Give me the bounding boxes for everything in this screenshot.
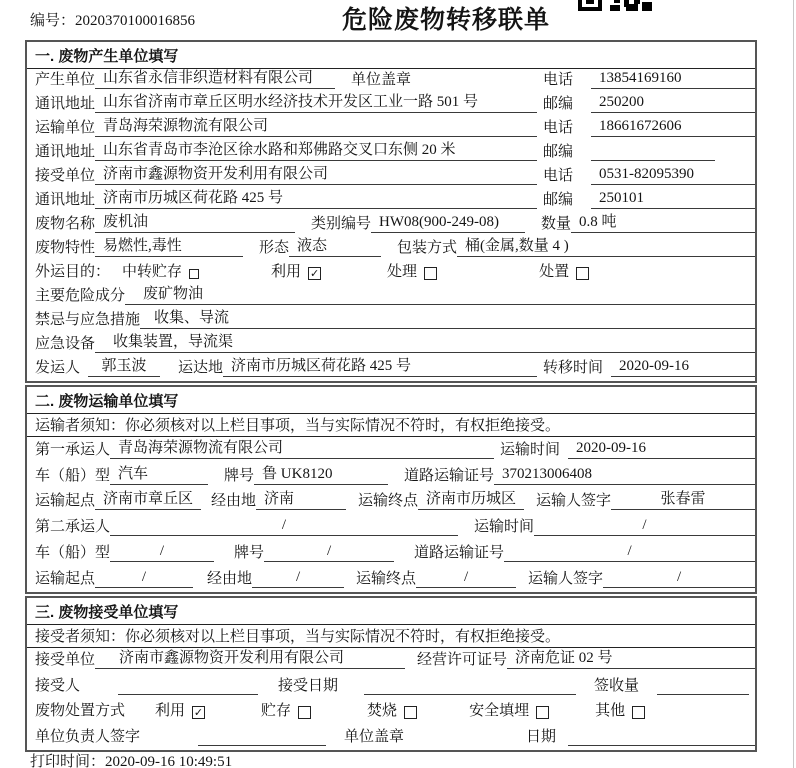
permit2-value: / <box>504 543 755 562</box>
route2-end-value: / <box>416 569 516 588</box>
route1-start-label: 运输起点 <box>35 493 96 510</box>
route1-row <box>27 489 755 515</box>
waste-traits-value: 易燃性,毒性 <box>95 234 243 257</box>
waste-traits-row <box>27 237 755 261</box>
carrier1-time-label: 运输时间 <box>500 441 561 458</box>
carrier2-time-value: / <box>534 517 755 536</box>
transporter-phone-value: 18661672606 <box>591 118 755 137</box>
carrier2-value: / <box>110 517 458 536</box>
disposal-row <box>27 699 755 725</box>
producer-phone-value: 13854169160 <box>591 70 755 89</box>
waste-name-value: 废机油 <box>95 210 295 233</box>
disposal-other-checkbox <box>632 706 645 719</box>
qr-code-fragment <box>578 0 652 11</box>
received-qty-value <box>657 681 749 695</box>
plate1-label: 牌号 <box>224 467 255 484</box>
transporter-label: 运输单位 <box>35 120 96 136</box>
dispatcher-label: 发运人 <box>35 360 81 376</box>
carrier2-row <box>27 514 755 540</box>
manifest-form <box>25 40 757 754</box>
page-edge-line <box>793 0 794 768</box>
receiver-address-label: 通讯地址 <box>35 192 96 208</box>
carrier1-label: 第一承运人 <box>35 441 111 458</box>
section-transporter <box>25 385 757 594</box>
producer-value: 山东省永信非织造材料有限公司 <box>95 66 335 89</box>
print-time-value: 2020-09-16 10:49:51 <box>105 754 233 768</box>
transporter-phone-label: 电话 <box>543 120 574 136</box>
accept-unit-label: 接受单位 <box>35 652 96 669</box>
purpose-storage-label: 中转贮存 <box>122 264 183 280</box>
license-value: 济南危证 02 号 <box>507 646 755 669</box>
transporter-zip-label: 邮编 <box>543 144 574 160</box>
precaution-label: 禁忌与应急措施 <box>35 312 141 328</box>
route2-start-value: / <box>95 569 193 588</box>
vehicle1-row <box>27 463 755 489</box>
receiver-zip-label: 邮编 <box>543 192 574 208</box>
signoff-value <box>198 732 326 746</box>
acceptor-label: 接受人 <box>35 677 81 694</box>
waste-name-label: 废物名称 <box>35 216 96 232</box>
disposal-other-label: 其他 <box>595 703 626 720</box>
route2-sign-value: / <box>603 569 755 588</box>
equipment-label: 应急设备 <box>35 336 96 352</box>
destination-value: 济南市历城区荷花路 425 号 <box>223 354 537 377</box>
transporter-address-value: 山东省青岛市李沧区徐水路和郑佛路交叉口东侧 20 米 <box>95 138 537 161</box>
purpose-storage-checkbox <box>189 269 199 279</box>
permit2-label: 道路运输证号 <box>414 545 505 562</box>
vehicle2-row <box>27 540 755 566</box>
transporter-notice-row <box>27 414 755 437</box>
disposal-burn-label: 焚烧 <box>367 703 398 720</box>
vehicle1-label: 车（船）型 <box>35 467 111 484</box>
transporter-notice-text: 运输者须知：你必须核对以上栏目事项，当与实际情况不符时，有权拒绝接受。 <box>35 418 561 435</box>
transporter-address-label: 通讯地址 <box>35 144 96 160</box>
transporter-value: 青岛海荣源物流有限公司 <box>95 114 537 137</box>
signoff-label: 单位负责人签字 <box>35 728 141 745</box>
receiver-zip-value: 250101 <box>591 190 755 209</box>
print-time-line <box>30 750 232 768</box>
section-producer-heading: 一. 废物产生单位填写 <box>27 42 755 69</box>
serial-number: 2020370100016856 <box>75 13 196 29</box>
producer-zip-value: 250200 <box>591 94 755 113</box>
section-transporter-heading: 二. 废物运输单位填写 <box>27 387 755 414</box>
receiver-label: 接受单位 <box>35 168 96 184</box>
producer-phone-label: 电话 <box>543 72 574 88</box>
route2-row <box>27 566 755 592</box>
dispatch-row <box>27 357 755 381</box>
signoff-date-label: 日期 <box>526 728 557 745</box>
signoff-seal-label: 单位盖章 <box>344 728 405 745</box>
waste-pack-value: 桶(金属,数量 4 ) <box>457 234 755 257</box>
waste-code-value: HW08(900-249-08) <box>371 214 525 233</box>
receiver-value: 济南市鑫源物资开发利用有限公司 <box>95 162 537 185</box>
transfer-time-value: 2020-09-16 <box>611 358 755 377</box>
permit1-value: 370213006408 <box>494 466 755 485</box>
waste-qty-label: 数量 <box>541 216 572 232</box>
disposal-use-checkbox: ✓ <box>193 706 204 720</box>
transfer-time-label: 转移时间 <box>543 360 604 376</box>
disposal-landfill-label: 安全填埋 <box>469 703 530 720</box>
acceptance-row <box>27 673 755 699</box>
receiver-phone-label: 电话 <box>543 168 574 184</box>
section-receiver-heading: 三. 废物接受单位填写 <box>27 598 755 625</box>
purpose-dispose-checkbox <box>576 267 589 280</box>
section-receiver <box>25 596 757 752</box>
route1-sign-label: 运输人签字 <box>536 493 612 510</box>
vehicle1-value: 汽车 <box>110 462 208 485</box>
plate2-label: 牌号 <box>234 545 265 562</box>
disposal-store-checkbox <box>298 706 311 719</box>
disposal-burn-checkbox <box>404 706 417 719</box>
license-label: 经营许可证号 <box>417 652 508 669</box>
accept-unit-value: 济南市鑫源物资开发利用有限公司 <box>95 646 405 669</box>
plate1-value: 鲁 UK8120 <box>254 462 388 485</box>
carrier1-value: 青岛海荣源物流有限公司 <box>110 436 494 459</box>
waste-traits-label: 废物特性 <box>35 240 96 256</box>
route2-via-value: / <box>252 569 344 588</box>
hazard-value: 废矿物油 <box>125 282 755 305</box>
receiver-phone-value: 0531-82095390 <box>591 166 755 185</box>
plate2-value: / <box>264 543 394 562</box>
route1-end-label: 运输终点 <box>358 493 419 510</box>
purpose-use-label: 利用 <box>271 264 302 280</box>
equipment-value: 收集装置，导流渠 <box>95 330 755 353</box>
acceptor-value <box>118 681 258 695</box>
receiver-address-value: 济南市历城区荷花路 425 号 <box>95 186 537 209</box>
section-producer <box>25 40 757 383</box>
permit1-label: 道路运输证号 <box>404 467 495 484</box>
producer-address-value: 山东省济南市章丘区明水经济技术开发区工业一路 501 号 <box>95 90 537 113</box>
waste-form-value: 液态 <box>289 234 381 257</box>
waste-pack-label: 包装方式 <box>397 240 458 256</box>
route1-end-value: 济南市历城区 <box>418 487 524 510</box>
purpose-dispose-label: 处置 <box>539 264 570 280</box>
document-title: 危险废物转移联单 <box>341 6 550 34</box>
waste-code-label: 类别编号 <box>311 216 372 232</box>
accept-date-label: 接受日期 <box>278 677 339 694</box>
producer-zip-label: 邮编 <box>543 96 574 112</box>
print-time-label: 打印时间： <box>30 754 106 768</box>
route2-end-label: 运输终点 <box>356 571 417 588</box>
disposal-landfill-checkbox <box>536 706 549 719</box>
waste-qty-value: 0.8 吨 <box>571 210 755 233</box>
producer-label: 产生单位 <box>35 72 96 88</box>
accept-date-value <box>364 681 576 695</box>
dispatcher-value: 郭玉波 <box>88 354 160 377</box>
purpose-use-checkbox: ✓ <box>309 267 320 280</box>
accept-unit-row <box>27 648 755 674</box>
precaution-value: 收集、导流 <box>140 306 755 329</box>
transporter-zip-value <box>591 147 715 161</box>
carrier2-label: 第二承运人 <box>35 519 111 536</box>
route1-sign-value: 张春雷 <box>611 487 755 510</box>
route2-start-label: 运输起点 <box>35 571 96 588</box>
route1-via-value: 济南 <box>256 487 346 510</box>
route2-sign-label: 运输人签字 <box>528 571 604 588</box>
receiver-notice-row <box>27 625 755 648</box>
purpose-treat-label: 处理 <box>387 264 418 280</box>
unit-seal-label: 单位盖章 <box>351 72 412 88</box>
producer-address-label: 通讯地址 <box>35 96 96 112</box>
purpose-label: 外运目的： <box>35 264 111 280</box>
carrier2-time-label: 运输时间 <box>474 519 535 536</box>
received-qty-label: 签收量 <box>594 677 640 694</box>
hazard-label: 主要危险成分 <box>35 288 126 304</box>
carrier1-row <box>27 437 755 463</box>
vehicle2-value: / <box>110 543 214 562</box>
purpose-treat-checkbox <box>424 267 437 280</box>
waste-form-label: 形态 <box>259 240 290 256</box>
route1-via-label: 经由地 <box>211 493 257 510</box>
disposal-store-label: 贮存 <box>261 703 292 720</box>
carrier1-time-value: 2020-09-16 <box>568 440 755 459</box>
route1-start-value: 济南市章丘区 <box>95 487 201 510</box>
signoff-date-value <box>568 732 755 746</box>
disposal-use-label: 利用 <box>155 703 186 720</box>
vehicle2-label: 车（船）型 <box>35 545 111 562</box>
receiver-notice-text: 接受者须知：你必须核对以上栏目事项，当与实际情况不符时，有权拒绝接受。 <box>35 629 561 646</box>
route2-via-label: 经由地 <box>207 571 253 588</box>
destination-label: 运达地 <box>178 360 224 376</box>
disposal-label: 废物处置方式 <box>35 703 126 720</box>
serial-label: 编号： <box>30 13 76 29</box>
signoff-row <box>27 724 755 750</box>
